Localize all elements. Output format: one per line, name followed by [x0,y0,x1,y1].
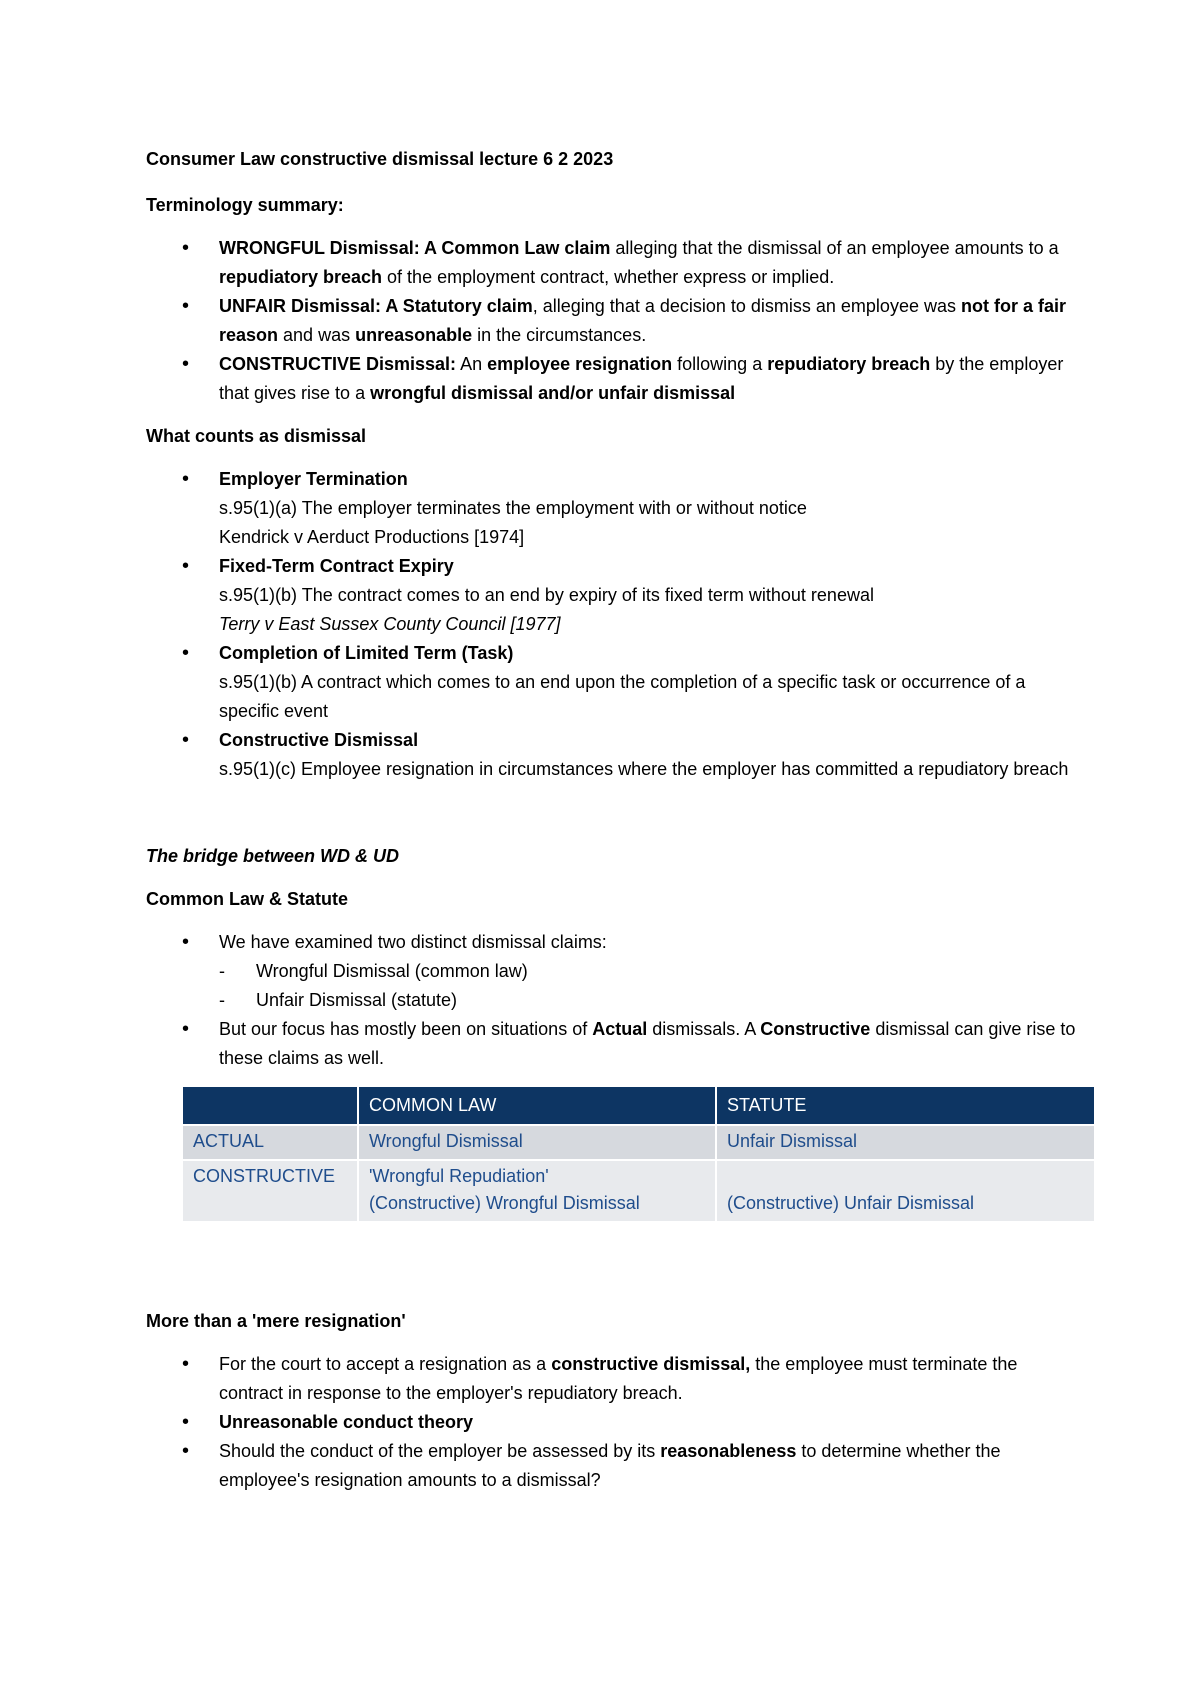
list-item-unfair: • UNFAIR Dismissal: A Statutory claim, alleging that a decision to dismiss an employee was not for a fair reason and was unreasonable in the circumstances. [146,292,1080,350]
list-item-focus: • But our focus has mostly been on situations of Actual dismissals. A Constructive dismissal can give rise to these claims as well. [146,1015,1080,1073]
dismissal-list [146,465,1080,784]
dismissal-heading: What counts as dismissal [146,426,367,446]
table-cell-statute: (Constructive) Unfair Dismissal [716,1160,1095,1221]
table-header-cell [183,1087,358,1125]
list-item-constructive-dismissal: • Constructive Dismissal s.95(1)(c) Employee resignation in circumstances where the employer has committed a repudiatory breach [146,726,1080,784]
sublist-item-wrongful: - Wrongful Dismissal (common law) [219,957,1080,986]
list-item-employer-termination: • Employer Termination s.95(1)(a) The employer terminates the employment with or without notice Kendrick v Aerduct Productions [1974] [146,465,1080,552]
list-item-fixed-term: • Fixed-Term Contract Expiry s.95(1)(b) The contract comes to an end by expiry of its fixed term without renewal Terry v East Sussex County Council [1977] [146,552,1080,639]
resignation-list [146,1350,1080,1495]
table-cell-label: CONSTRUCTIVE [183,1160,358,1221]
table-cell-label: ACTUAL [183,1125,358,1160]
table-cell-common-law: Wrongful Dismissal [358,1125,716,1160]
terminology-list [146,234,1080,408]
list-item-constructive: • CONSTRUCTIVE Dismissal: An employee resignation following a repudiatory breach by the employer that gives rise to a wrongful dismissal and/or unfair dismissal [146,350,1080,408]
table-row [183,1125,1095,1160]
resignation-heading: More than a 'mere resignation' [146,1311,406,1331]
table-cell-statute: Unfair Dismissal [716,1125,1095,1160]
table-header-statute: STATUTE [716,1087,1095,1125]
list-item-theory: • Unreasonable conduct theory [146,1408,1080,1437]
table-header-common-law: COMMON LAW [358,1087,716,1125]
comparison-table [183,1087,1096,1221]
claims-sublist [219,957,1080,1015]
table-cell-common-law: 'Wrongful Repudiation' (Constructive) Wrongful Dismissal [358,1160,716,1221]
spacer [146,798,1080,842]
list-item-claims: • We have examined two distinct dismissal claims: - Wrongful Dismissal (common law) - Unfair Dismissal (statute) [146,928,1080,1015]
bridge-subheading: Common Law & Statute [146,889,349,909]
list-item-limited-term: • Completion of Limited Term (Task) s.95(1)(b) A contract which comes to an end upon the completion of a specific task or occurrence of a specific event [146,639,1080,726]
list-item-reasonableness: • Should the conduct of the employer be assessed by its reasonableness to determine whether the employee's resignation amounts to a dismissal? [146,1437,1080,1495]
sublist-item-unfair: - Unfair Dismissal (statute) [219,986,1080,1015]
table-header-row [183,1087,1095,1125]
bridge-list [146,928,1080,1073]
bridge-heading: The bridge between WD & UD [146,846,400,866]
document-title: Consumer Law constructive dismissal lecture 6 2 2023 [146,149,614,169]
spacer [146,1235,1080,1307]
terminology-heading: Terminology summary: [146,195,344,215]
list-item-court: • For the court to accept a resignation as a constructive dismissal, the employee must terminate the contract in response to the employer's repudiatory breach. [146,1350,1080,1408]
list-item-wrongful: • WRONGFUL Dismissal: A Common Law claim alleging that the dismissal of an employee amounts to a repudiatory breach of the employment contract, whether express or implied. [146,234,1080,292]
table-row [183,1160,1095,1221]
